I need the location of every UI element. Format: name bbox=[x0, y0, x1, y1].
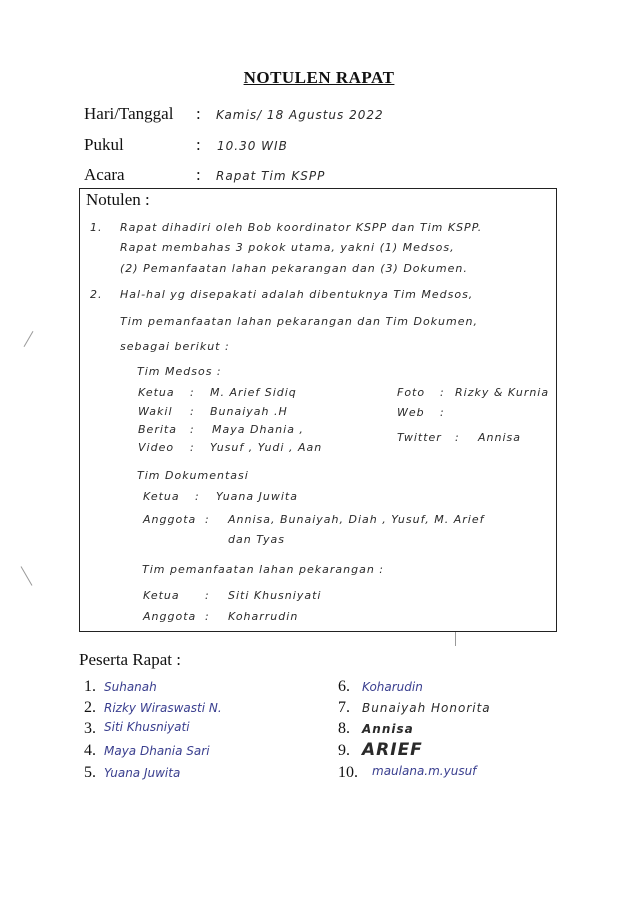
meta-colon: : bbox=[196, 104, 201, 123]
peserta-label: Peserta Rapat : bbox=[79, 650, 181, 669]
member-name: Koharrudin bbox=[228, 610, 299, 623]
attendee-number: 10. bbox=[338, 764, 358, 781]
team-title-dokumentasi: Tim Dokumentasi bbox=[137, 469, 249, 482]
notulen-line: Rapat dihadiri oleh Bob koordinator KSPP dan Tim KSPP. bbox=[120, 221, 483, 234]
role-colon: : bbox=[190, 405, 195, 418]
member-name: M. Arief Sidiq bbox=[210, 386, 297, 399]
role-label: Ketua bbox=[143, 589, 180, 602]
item-number: 1. bbox=[90, 221, 103, 234]
document-title: NOTULEN RAPAT bbox=[243, 68, 395, 87]
meta-label-time: Pukul bbox=[84, 135, 124, 154]
role-colon: : bbox=[190, 386, 195, 399]
member-name-cont: dan Tyas bbox=[228, 533, 285, 546]
attendee-number: 2. bbox=[84, 699, 96, 716]
role-label: Foto bbox=[397, 386, 426, 399]
attendee-number: 1. bbox=[84, 678, 96, 695]
role-colon: : bbox=[455, 431, 460, 444]
meta-value-time: 10.30 WIB bbox=[217, 139, 288, 153]
member-name: Bunaiyah .H bbox=[210, 405, 288, 418]
item-number: 2. bbox=[90, 288, 103, 301]
member-name: Maya Dhania , bbox=[212, 423, 304, 436]
notulen-line: (2) Pemanfaatan lahan pekarangan dan (3) Dokumen. bbox=[120, 262, 468, 275]
notulen-label: Notulen : bbox=[86, 190, 150, 209]
role-colon: : bbox=[205, 589, 210, 602]
member-name: Yusuf , Yudi , Aan bbox=[210, 441, 323, 454]
attendee-signature: Yuana Juwita bbox=[104, 766, 181, 780]
attendee-signature: maulana.m.yusuf bbox=[372, 764, 477, 778]
notulen-line: Rapat membahas 3 pokok utama, yakni (1) Medsos, bbox=[120, 241, 455, 254]
stray-mark bbox=[455, 632, 456, 646]
attendee-number: 4. bbox=[84, 742, 96, 759]
attendee-signature: Maya Dhania Sari bbox=[104, 744, 210, 758]
member-name: Annisa bbox=[478, 431, 521, 444]
role-colon: : bbox=[440, 406, 445, 419]
attendee-signature: Rizky Wiraswasti N. bbox=[104, 701, 222, 715]
attendee-number: 8. bbox=[338, 720, 350, 737]
meta-colon: : bbox=[196, 165, 201, 184]
member-name: Rizky & Kurnia bbox=[455, 386, 550, 399]
role-colon: : bbox=[190, 423, 195, 436]
role-label: Anggota bbox=[143, 513, 197, 526]
notulen-line: Hal-hal yg disepakati adalah dibentuknya Tim Medsos, bbox=[120, 288, 474, 301]
team-title-medsos: Tim Medsos : bbox=[137, 365, 222, 378]
role-label: Ketua bbox=[143, 490, 180, 503]
meta-label-agenda: Acara bbox=[84, 165, 125, 184]
attendee-signature: Bunaiyah Honorita bbox=[362, 701, 491, 715]
stray-mark bbox=[21, 566, 33, 586]
meta-value-agenda: Rapat Tim KSPP bbox=[216, 169, 326, 183]
team-title-pemanfaatan: Tim pemanfaatan lahan pekarangan : bbox=[142, 563, 385, 576]
role-label: Twitter bbox=[397, 431, 442, 444]
attendee-signature: Siti Khusniyati bbox=[104, 720, 190, 734]
role-label: Anggota bbox=[143, 610, 197, 623]
role-colon: : bbox=[205, 513, 210, 526]
role-label: Wakil bbox=[138, 405, 173, 418]
role-label: Video bbox=[138, 441, 175, 454]
attendee-signature: ARIEF bbox=[362, 740, 423, 760]
attendee-number: 3. bbox=[84, 720, 96, 737]
member-name: Siti Khusniyati bbox=[228, 589, 322, 602]
member-name: Annisa, Bunaiyah, Diah , Yusuf, M. Arief bbox=[228, 513, 485, 526]
meta-label-date: Hari/Tanggal bbox=[84, 104, 174, 123]
attendee-number: 9. bbox=[338, 742, 350, 759]
notulen-line: Tim pemanfaatan lahan pekarangan dan Tim Dokumen, bbox=[120, 315, 478, 328]
role-colon: : bbox=[190, 441, 195, 454]
role-colon: : bbox=[195, 490, 200, 503]
meta-colon: : bbox=[196, 135, 201, 154]
attendee-number: 6. bbox=[338, 678, 350, 695]
attendee-number: 5. bbox=[84, 764, 96, 781]
member-name: Yuana Juwita bbox=[216, 490, 298, 503]
role-colon: : bbox=[205, 610, 210, 623]
stray-mark bbox=[24, 331, 34, 347]
role-label: Ketua bbox=[138, 386, 175, 399]
attendee-signature: Koharudin bbox=[362, 680, 423, 694]
meta-value-date: Kamis/ 18 Agustus 2022 bbox=[216, 108, 384, 122]
attendee-number: 7. bbox=[338, 699, 350, 716]
attendee-signature: Annisa bbox=[362, 722, 414, 736]
role-label: Web bbox=[397, 406, 425, 419]
notulen-line: sebagai berikut : bbox=[120, 340, 230, 353]
attendee-signature: Suhanah bbox=[104, 680, 157, 694]
role-label: Berita bbox=[138, 423, 177, 436]
role-colon: : bbox=[440, 386, 445, 399]
